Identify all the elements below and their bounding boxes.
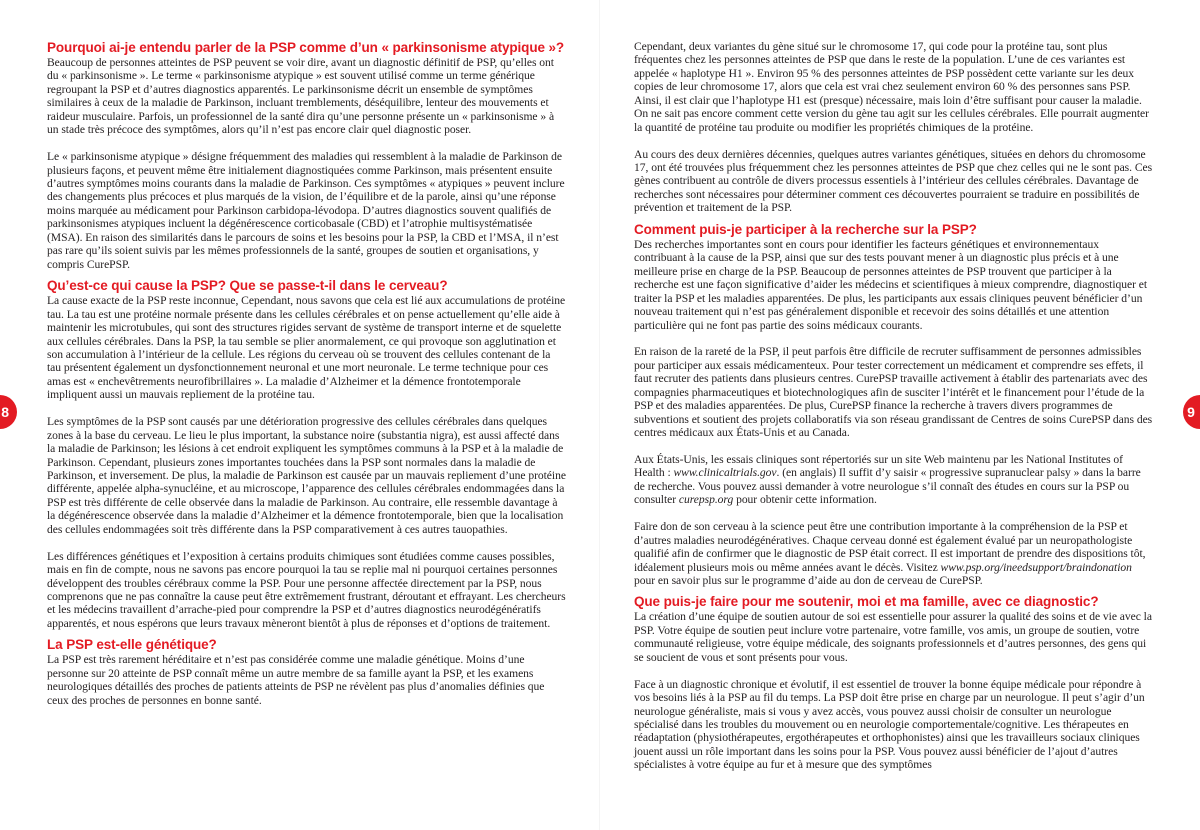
text: Aux États-Unis, les essais cliniques sont répertoriés sur un site Web maintenu par les National Institutes of Health :: [634, 452, 1123, 480]
paragraph: Beaucoup de personnes atteintes de PSP peuvent se voir dire, avant un diagnostic définitif de PSP, qu’elles ont du « parkinsonisme ». Le terme « parkinsonisme atypique » est souvent utilisé comme un terme générique regroupant la PSP et d’autres diagnostics apparentés. Le parkinsonisme décrit un ensemble de symptômes similaires à ceux de la maladie de Parkinson, incluant tremblements, déséquilibre, lenteur des mouvements et raideur musculaire. Parfois, un professionnel de la santé dira qu’une personne présente un « parkinsonisme » à un stade très précoce des symptômes, alors qu’il n’est pas encore clair quel diagnostic poser.: [47, 56, 555, 137]
paragraph-clinical-trials: [634, 453, 1154, 507]
heading-cause: Qu’est-ce qui cause la PSP? Que se passe-t-il dans le cerveau?: [47, 278, 448, 294]
paragraph: La cause exacte de la PSP reste inconnue, Cependant, nous savons que cela est lié aux accumulations de protéine tau. La tau est une protéine normale présente dans les cellules cérébrales et on pense actuellement qu’elle aide à maintenir les microtubules, qui sont des structures rigides servant de système de transport interne et de squelette aux cellules cérébrales. Dans la PSP, la tau semble se plier anormalement, ce qui provoque son agglutination et son accumulation à l’intérieur de la cellule. Les régions du cerveau où se trouvent des cellules contenant de la tau présentent également un dysfonctionnement neuronal et une mort neuronale. Le terme technique pour ces amas est « enchevêtrements neurofibrillaires ». La maladie d’Alzheimer et la démence frontotemporale impliquent aussi un mauvais repliement de la protéine tau.: [47, 294, 566, 402]
text: pour obtenir cette information.: [733, 493, 877, 507]
brain-donation-link[interactable]: www.psp.org/ineedsupport/braindonation: [940, 560, 1132, 574]
paragraph: Le « parkinsonisme atypique » désigne fréquemment des maladies qui ressemblent à la maladie de Parkinson de plusieurs façons, et peuvent même être initialement diagnostiquées comme Parkinson, mais présentent ensuite d’autres symptômes moins courants dans la maladie de Parkinson. Ces symptômes « atypiques » peuvent inclure des changements plus précoces et plus marqués de la vision, de l’équilibre et de la parole, ainsi qu’une réponse moins marquée au médicament pour Parkinson carbidopa-lévodopa. D’autres diagnostics souvent qualifiés de parkinsonismes atypiques incluent la dégénérescence corticobasale (CBD) et l’atrophie multisystématisée (MSA). En raison des similarités dans le parcours de soins et les besoins pour la PSP, la CBD et l’MSA, il n’est pas rare qu’ils soient suivis par les mêmes professionnels de la santé, groupes de soutien et organisations, y compris CurePSP.: [47, 150, 565, 271]
heading-genetic: La PSP est-elle génétique?: [47, 637, 217, 653]
paragraph-brain-donation: [634, 520, 1154, 587]
left-page-column: [47, 40, 567, 707]
heading-research: Comment puis-je participer à la recherche sur la PSP?: [634, 221, 977, 237]
paragraph: Face à un diagnostic chronique et évolutif, il est essentiel de trouver la bonne équipe médicale pour répondre à vos besoins liés à la PSP au fil du temps. La PSP doit être prise en charge par un neurologue. Il peut s’agir d’un neurologue généraliste, mais si vous y avez accès, vous pouvez aussi choisir de consulter un neurologue spécialisé dans les troubles du mouvement ou en neurologie comportementale/cognitive. Les thérapeutes en réadaptation (physiothérapeutes, ergothérapeutes et orthophonistes) ainsi que les travailleurs sociaux cliniques jouent aussi un rôle important dans les soins pour la PSP. Vous pouvez aussi bénéficier de l’ajout d’autres spécialistes à votre équipe au fur et à mesure que des symptômes: [634, 677, 1145, 772]
paragraph: La PSP est très rarement héréditaire et n’est pas considérée comme une maladie génétique. Moins d’une personne sur 20 atteinte de PSP connaît même un autre membre de sa famille ayant la PSP, et les examens neurologiques détaillés des proches de patients atteints de PSP ne révèlent pas plus d’anomalies définies que ceux des proches de personnes en bonne santé.: [47, 653, 545, 707]
heading-atypical-parkinsonism: Pourquoi ai-je entendu parler de la PSP comme d’un « parkinsonisme atypique »?: [47, 40, 565, 55]
right-page-column: [634, 40, 1154, 772]
paragraph: Les symptômes de la PSP sont causés par une détérioration progressive des cellules cérébrales dans quelques zones à la base du cerveau. Le lieu le plus important, la substance noire (substantia nigra), est aussi affecté dans la maladie de Parkinson; les lésions à cet endroit expliquent les symptômes communs à la PSP et à la maladie de Parkinson. Cependant, plusieurs zones importantes touchées dans la PSP sont normales dans la maladie de Parkinson, et inversement. De plus, la maladie de Parkinson est causée par un mauvais repliement d’une protéine différente, appelée alpha-synucléine, et au microscope, l’apparence des cellules cérébrales endommagées dans la PSP est très différente de celle observée dans la maladie de Parkinson. Au contraire, elle ressemble davantage à la dégénérescence observée dans la maladie d’Alzheimer et la démence frontotemporale, bien que la localisation des cellules endommagées soit très différente dans la PSP comparativement à ces autres tauopathies.: [47, 415, 566, 536]
curepsp-link[interactable]: curepsp.org: [678, 493, 734, 507]
page-number-text: 8: [1, 404, 9, 420]
page-number-left: [0, 395, 17, 429]
paragraph: La création d’une équipe de soutien autour de soi est essentielle pour assurer la qualité des soins et de vie avec la PSP. Votre équipe de soutien peut inclure votre partenaire, votre famille, vos amis, un groupe de soutien, votre communauté religieuse, votre équipe médicale, des soignants professionnels et d’autres personnes, des gens qui se soucient de vous et sont présents pour vous.: [634, 610, 1152, 664]
section-atypical-parkinsonism: [47, 40, 567, 271]
section-support: [634, 594, 1154, 771]
section-genetic-continued: [634, 40, 1154, 215]
clinicaltrials-link[interactable]: www.clinicaltrials.gov: [673, 466, 777, 480]
paragraph: Des recherches importantes sont en cours pour identifier les facteurs génétiques et environnementaux contribuant à la cause de la PSP, ainsi que sur des tests pouvant mener à un diagnostic plus précis et à une meilleure prise en charge de la PSP. Beaucoup de personnes atteintes de PSP trouvent que participer à la recherche est une façon significative d’aider les médecins et scientifiques à mieux comprendre, diagnostiquer et traiter la PSP et les maladies apparentées. De plus, les participants aux essais cliniques peuvent bénéficier d’un nouveau traitement qui n’est pas généralement disponible et recevoir des soins détaillés et une attention particulière qui ne font pas partie des soins médicaux courants.: [634, 237, 1148, 332]
text: Faire don de son cerveau à la science peut être une contribution importante à la compréhension de la PSP et d’autres maladies neurodégénératives. Chaque cerveau donné est également évalué par un neuropathologiste qualifié afin de confirmer que le diagnostic de PSP était correct. Il est important de prendre des dispositions tôt, idéalement plusieurs mois ou même années avant le décès. Visitez: [634, 520, 1146, 574]
paragraph: En raison de la rareté de la PSP, il peut parfois être difficile de recruter suffisamment de personnes admissibles pour participer aux essais médicamenteux. Pour tester correctement un médicament et comprendre ses effets, il faut recruter des patients dans plusieurs centres. CurePSP travaille activement à établir des partenariats avec des compagnies pharmaceutiques et biotechnologiques afin de susciter l’intérêt et le financement pour l’étude de la PSP et des maladies apparentées. De plus, CurePSP finance la recherche à travers divers programmes de subventions et soutient des projets collaboratifs via son réseau grandissant de Centres de soins CurePSP dans des centres médicaux aux États-Unis et au Canada.: [634, 345, 1153, 440]
page-gutter: [599, 0, 600, 830]
page-number-text: 9: [1187, 404, 1195, 420]
page-number-right: [1183, 395, 1200, 429]
text: pour en savoir plus sur le programme d’aide au don de cerveau de CurePSP.: [634, 573, 983, 587]
section-cause: [47, 278, 567, 630]
paragraph: Cependant, deux variantes du gène situé sur le chromosome 17, qui code pour la protéine tau, sont plus fréquentes chez les personnes atteintes de PSP que dans le reste de la population. L’une de ces variantes est appelée « haplotype H1 ». Environ 95 % des personnes atteintes de PSP possèdent cette variante sur les deux copies de leur chromosome 17, alors que cela est vrai chez seulement environ 60 % des personnes sans PSP. Ainsi, il est clair que l’haplotype H1 est (presque) nécessaire, mais loin d’être suffisant pour causer la maladie. On ne sait pas encore comment cette version du gène tau agit sur les cellules cérébrales. Elle pourrait augmenter la quantité de protéine tau produite ou modifier les propriétés chimiques de la protéine.: [634, 40, 1149, 134]
paragraph: Les différences génétiques et l’exposition à certains produits chimiques sont étudiées comme causes possibles, mais en fin de compte, nous ne savons pas encore pourquoi la tau se replie mal ni pourquoi certaines personnes développent des troubles cérébraux comme la PSP. Pour une personne affectée directement par la PSP, nous comprenons que ne pas connaître la cause peut être extrêmement frustrant, déroutant et effrayant. Les chercheurs et les médecins travaillent d’arrache-pied pour comprendre la PSP et d’autres diagnostics neurodégénératifs apparentés, et nous espérons que leurs travaux mèneront bientôt à plus de réponses et d’options de traitement.: [47, 549, 566, 630]
heading-support: Que puis-je faire pour me soutenir, moi et ma famille, avec ce diagnostic?: [634, 594, 1099, 610]
text: . (en anglais) Il suffit d’y saisir « progressive supranuclear palsy » dans la barre de recherche. Vous pouvez aussi demander à votre neurologue s’il connaît des études en cours sur la PSP ou consulter: [634, 466, 1141, 507]
section-genetic: [47, 637, 567, 707]
paragraph: Au cours des deux dernières décennies, quelques autres variantes génétiques, situées en dehors du chromosome 17, ont été trouvées plus fréquemment chez les personnes atteintes de PSP que chez celles qui ne le sont pas. Ces gènes contribuent au contrôle de divers processus essentiels à l’intérieur des cellules cérébrales. Davantage de recherches sont nécessaires pour déterminer comment ces découvertes pourraient se traduire en possibilités de prévention et traitement de la PSP.: [634, 147, 1153, 215]
section-research: [634, 222, 1154, 588]
